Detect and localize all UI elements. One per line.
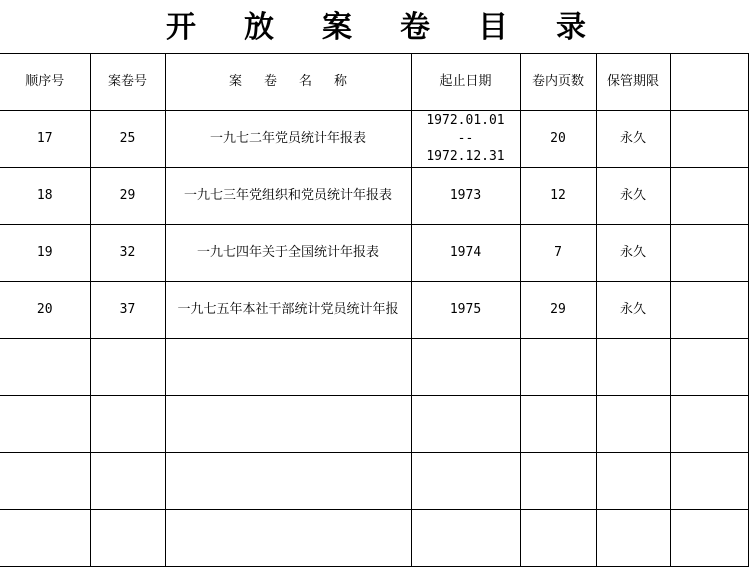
empty-cell <box>670 339 748 396</box>
cell-seq: 20 <box>0 282 90 339</box>
empty-cell <box>596 453 670 510</box>
empty-cell <box>670 453 748 510</box>
empty-cell <box>0 339 90 396</box>
header-file-no: 案卷号 <box>90 54 165 111</box>
cell-seq: 17 <box>0 111 90 168</box>
header-extra <box>670 54 748 111</box>
cell-file-no: 37 <box>90 282 165 339</box>
empty-cell <box>411 453 520 510</box>
cell-pages: 29 <box>520 282 596 339</box>
empty-cell <box>520 453 596 510</box>
cell-file-no: 32 <box>90 225 165 282</box>
empty-cell <box>165 339 411 396</box>
empty-row <box>0 339 748 396</box>
cell-file-no: 29 <box>90 168 165 225</box>
empty-cell <box>520 510 596 567</box>
cell-retention: 永久 <box>596 225 670 282</box>
empty-cell <box>0 453 90 510</box>
date-range <box>412 112 520 166</box>
cell-retention: 永久 <box>596 168 670 225</box>
header-row <box>0 54 748 111</box>
empty-row <box>0 510 748 567</box>
cell-name: 一九七三年党组织和党员统计年报表 <box>165 168 411 225</box>
empty-cell <box>670 396 748 453</box>
cell-retention: 永久 <box>596 282 670 339</box>
cell-name: 一九七四年关于全国统计年报表 <box>165 225 411 282</box>
cell-pages: 7 <box>520 225 596 282</box>
cell-file-no: 25 <box>90 111 165 168</box>
empty-cell <box>90 339 165 396</box>
empty-cell <box>90 510 165 567</box>
cell-seq: 18 <box>0 168 90 225</box>
header-retention: 保管期限 <box>596 54 670 111</box>
cell-pages: 20 <box>520 111 596 168</box>
header-seq: 顺序号 <box>0 54 90 111</box>
header-pages: 卷内页数 <box>520 54 596 111</box>
cell-retention: 永久 <box>596 111 670 168</box>
cell-dates: 1974 <box>411 225 520 282</box>
cell-pages: 12 <box>520 168 596 225</box>
table-row <box>0 282 748 339</box>
empty-cell <box>165 453 411 510</box>
empty-row <box>0 453 748 510</box>
empty-cell <box>411 510 520 567</box>
date-start: 1972.01.01 <box>426 113 505 128</box>
cell-extra <box>670 282 748 339</box>
empty-cell <box>0 396 90 453</box>
cell-dates: 1973 <box>411 168 520 225</box>
empty-cell <box>411 339 520 396</box>
table-row <box>0 225 748 282</box>
table-row <box>0 111 748 168</box>
cell-extra <box>670 225 748 282</box>
empty-cell <box>165 510 411 567</box>
empty-cell <box>596 339 670 396</box>
cell-name: 一九七五年本社干部统计党员统计年报 <box>165 282 411 339</box>
empty-cell <box>90 453 165 510</box>
empty-cell <box>520 339 596 396</box>
empty-row <box>0 396 748 453</box>
table-row <box>0 168 748 225</box>
cell-dates: 1975 <box>411 282 520 339</box>
cell-seq: 19 <box>0 225 90 282</box>
cell-extra <box>670 111 748 168</box>
empty-cell <box>596 396 670 453</box>
page-title: 开放案卷目录 <box>166 10 634 45</box>
empty-cell <box>165 396 411 453</box>
empty-cell <box>670 510 748 567</box>
date-separator: -- <box>457 131 474 146</box>
empty-cell <box>0 510 90 567</box>
header-dates: 起止日期 <box>411 54 520 111</box>
empty-cell <box>596 510 670 567</box>
catalog-table <box>0 53 749 567</box>
header-name: 案卷名称 <box>165 54 411 111</box>
cell-extra <box>670 168 748 225</box>
empty-cell <box>90 396 165 453</box>
cell-name: 一九七二年党员统计年报表 <box>165 111 411 168</box>
empty-cell <box>411 396 520 453</box>
empty-cell <box>520 396 596 453</box>
cell-dates <box>411 111 520 168</box>
date-end: 1972.12.31 <box>426 149 505 164</box>
